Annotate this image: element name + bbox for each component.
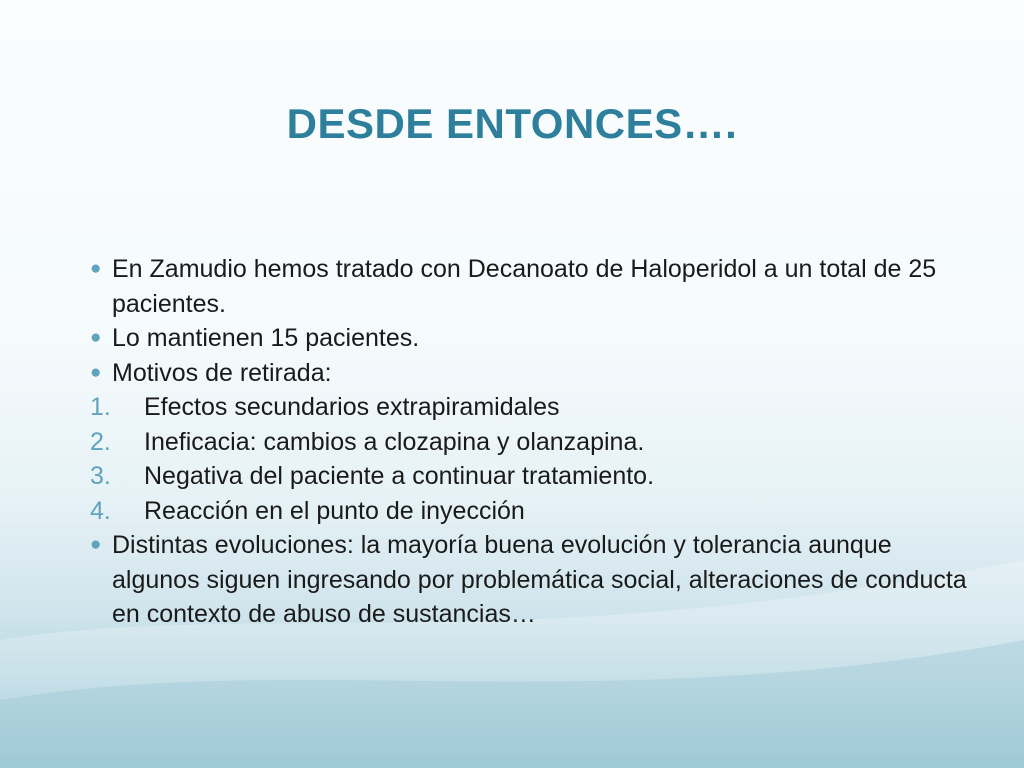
numbered-text: Efectos secundarios extrapiramidales [144,393,560,421]
number-marker: 1. [90,393,111,421]
bullet-marker: ● [90,534,102,555]
bullet-text: Motivos de retirada: [112,358,332,387]
bullet-item [88,252,968,321]
numbered-item [88,390,968,425]
bullet-marker: ● [90,327,102,348]
number-marker: 4. [90,496,111,525]
slide-title: DESDE ENTONCES…. [286,100,738,147]
numbered-item [88,425,968,460]
numbered-text: Negativa del paciente a continuar tratamiento. [144,462,655,490]
bullet-item [88,321,968,356]
numbered-text: Ineficacia: cambios a clozapina y olanzapina. [144,427,645,456]
bullet-text: Lo mantienen 15 pacientes. [112,324,420,352]
numbered-item [88,494,968,529]
bullet-text: En Zamudio hemos tratado con Decanoato de Haloperidol a un total de 25 pacientes. [112,255,937,318]
bullet-item [88,528,968,632]
number-marker: 2. [90,427,111,456]
bullet-marker: ● [90,361,102,383]
number-marker: 3. [90,462,111,490]
numbered-text: Reacción en el punto de inyección [144,496,525,525]
numbered-item [88,459,968,494]
bullet-text: Distintas evoluciones: la mayoría buena evolución y tolerancia aunque algunos siguen ingresando por problemática social, alteraciones de conducta en contexto de abuso de sustancias… [112,531,967,628]
slide-content [88,252,968,632]
bullet-item [88,356,968,391]
bullet-marker: ● [90,258,102,279]
